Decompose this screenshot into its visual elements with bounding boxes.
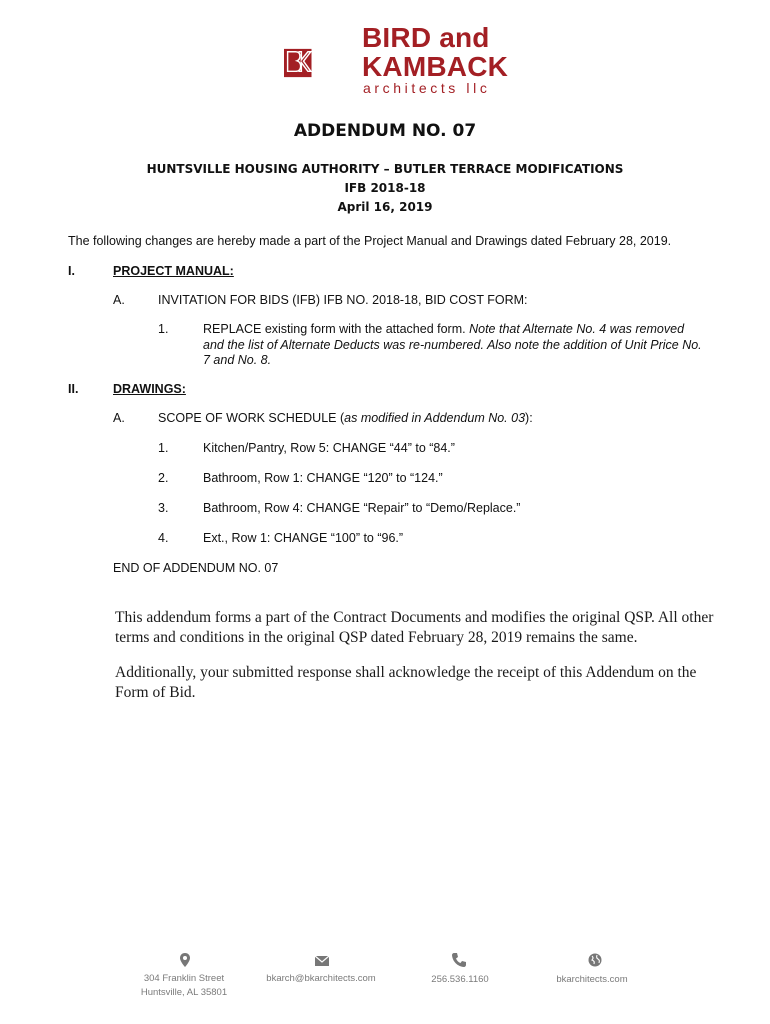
- subsection-text-after: ):: [525, 411, 533, 425]
- subsection-text: [158, 411, 533, 427]
- subsection-text: INVITATION FOR BIDS (IFB) IFB NO. 2018-18, BID COST FORM:: [158, 293, 528, 307]
- item-text-plain: REPLACE existing form with the attached form.: [203, 322, 466, 336]
- item-number: 2.: [158, 471, 169, 485]
- item-text: Ext., Row 1: CHANGE “100” to “96.”: [203, 531, 404, 545]
- section-numeral: II.: [68, 382, 79, 396]
- footer-address-line1: 304 Franklin Street: [143, 973, 225, 984]
- closing-paragraph: Additionally, your submitted response shall acknowledge the receipt of this Addendum on the Form of Bid.: [115, 664, 697, 701]
- addendum-title: ADDENDUM NO. 07: [293, 121, 477, 141]
- footer-phone[interactable]: 256.536.1160: [431, 974, 489, 985]
- location-pin-icon: [177, 952, 193, 968]
- item-number: 3.: [158, 501, 169, 515]
- logo-line-bird-and: BIRD and: [362, 22, 490, 53]
- footer-address-line2: Huntsville, AL 35801: [140, 987, 228, 998]
- subsection-letter: A.: [113, 293, 125, 307]
- phone-icon: [451, 952, 467, 968]
- globe-icon: [587, 952, 603, 968]
- project-name: HUNTSVILLE HOUSING AUTHORITY – BUTLER TERRACE MODIFICATIONS: [146, 162, 624, 176]
- item-text: Bathroom, Row 4: CHANGE “Repair” to “Demo/Replace.”: [203, 501, 521, 515]
- item-text: Kitchen/Pantry, Row 5: CHANGE “44” to “84.”: [203, 441, 455, 455]
- subsection-letter: A.: [113, 411, 125, 425]
- item-number: 1.: [158, 441, 169, 455]
- footer-address: [110, 972, 258, 1000]
- footer-website-link[interactable]: bkarchitects.com: [556, 974, 628, 985]
- subsection-text-italic: as modified in Addendum No. 03: [344, 411, 526, 425]
- ifb-number: IFB 2018-18: [344, 181, 426, 195]
- intro-paragraph: The following changes are hereby made a part of the Project Manual and Drawings dated February 28, 2019.: [68, 234, 672, 248]
- item-text-italic: Note that Alternate No. 4 was removed and the list of Alternate Deducts was re-numbered. Also note the addition of Unit Price No. 7 and No. 8.: [203, 322, 702, 367]
- bird-kamback-logo-mark: [284, 24, 360, 102]
- logo-line-architects: architects llc: [363, 80, 491, 96]
- section-heading: PROJECT MANUAL:: [113, 264, 234, 278]
- subsection-text-before: SCOPE OF WORK SCHEDULE (: [158, 411, 345, 425]
- footer-email-link[interactable]: bkarch@bkarchitects.com: [266, 973, 376, 984]
- envelope-icon: [314, 953, 330, 969]
- item-number: 4.: [158, 531, 169, 545]
- section-heading: DRAWINGS:: [113, 382, 186, 396]
- logo-line-kamback: KAMBACK: [362, 51, 509, 82]
- end-of-addendum: END OF ADDENDUM NO. 07: [113, 561, 279, 575]
- section-numeral: I.: [68, 264, 75, 278]
- closing-paragraph: This addendum forms a part of the Contract Documents and modifies the original QSP. All other terms and conditions in the original QSP dated February 28, 2019 remains the same.: [115, 609, 714, 646]
- item-number: 1.: [158, 322, 169, 336]
- item-text: [203, 322, 703, 369]
- item-text: Bathroom, Row 1: CHANGE “120” to “124.”: [203, 471, 443, 485]
- addendum-date: April 16, 2019: [337, 200, 433, 214]
